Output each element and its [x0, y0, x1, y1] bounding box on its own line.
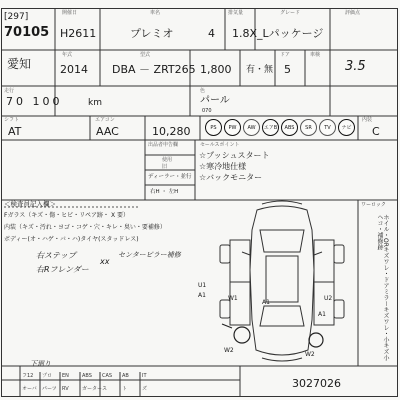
- footer-code: オーバ: [22, 386, 37, 392]
- footer-code: フ12: [22, 373, 34, 379]
- damage-mark: A1: [318, 311, 326, 318]
- region: 愛知: [7, 57, 32, 71]
- color-code: 070: [202, 108, 212, 114]
- lot-number: 70105: [4, 25, 50, 40]
- label-grade: グレード: [280, 10, 301, 16]
- footer-code: ズ: [142, 386, 148, 392]
- footer-code: AB: [122, 373, 129, 379]
- footer-code: ト: [122, 386, 128, 392]
- inspection-line-body: ボディー(オ・ハゲ・バ・ハ)タイヤ(スタッドレス): [4, 236, 139, 243]
- sales-point-item: ☆バックモニター: [199, 173, 263, 182]
- sales-point-item: ☆寒冷地仕様: [199, 162, 247, 171]
- label-hyoka: 評価点: [345, 10, 361, 16]
- serial-number: 3027026: [292, 377, 341, 390]
- label-door: ドア: [280, 52, 290, 58]
- handwritten-note: xx: [100, 257, 110, 266]
- sales-points-title: セールスポイント: [200, 142, 240, 148]
- option-sr: SR: [300, 119, 317, 136]
- seats: 5: [284, 63, 291, 76]
- sales-point-item: ☆プッシュスタート: [199, 151, 270, 160]
- option-airbag: エアB: [262, 119, 279, 136]
- label-sojo: 走行: [4, 88, 15, 94]
- damage-mark: U1: [198, 282, 207, 289]
- reg-date: H2611: [60, 27, 97, 40]
- mileage-unit: km: [88, 98, 102, 108]
- option-aw: AW: [243, 119, 260, 136]
- car-diagram: [212, 200, 352, 365]
- price: 10,280: [152, 125, 191, 138]
- inspection-line-glass: Fガラス（キズ・傷・ヒビ・リペア跡・ X 要）: [4, 212, 129, 219]
- handwritten-note: 右Rフレンダー: [36, 265, 89, 274]
- model-year: 2014: [60, 63, 88, 76]
- aircon: AAC: [96, 125, 119, 138]
- handwritten-note: 右ステップ: [36, 251, 76, 260]
- color-name: パール: [200, 95, 230, 106]
- label-hand: 右H ・ 左H: [150, 189, 179, 195]
- inspection-title: ＜検査員記入欄＞: [4, 200, 56, 208]
- label-aircon: エアコン: [95, 117, 115, 123]
- damage-mark: A1: [198, 292, 206, 299]
- grade: 1.8X_Lパッケージ: [232, 27, 324, 40]
- right-column-vertical-text: ホイル・ORキズワレ・ドアミラーキズワレ・小キズ小ヘコ・補修跡: [376, 214, 389, 361]
- option-ps: PS: [205, 119, 222, 136]
- shift: AT: [8, 125, 22, 138]
- label-sharyo: 車名: [150, 10, 161, 16]
- footer-code: RV: [62, 386, 69, 392]
- label-shaken: 車検: [310, 52, 321, 58]
- label-naiso: 内装: [362, 117, 373, 123]
- flags: 有・無: [246, 65, 274, 75]
- label-color: 色: [200, 88, 206, 94]
- option-tv: TV: [319, 119, 336, 136]
- displacement: 1,800: [200, 63, 232, 76]
- right-column-title: ワーロック: [361, 202, 386, 208]
- label-kaisai: 開催日: [62, 10, 78, 16]
- damage-mark: W2: [224, 347, 234, 354]
- label-katashiki: 型式: [140, 52, 151, 58]
- score: 3.5: [345, 59, 366, 74]
- footer-code: IT: [142, 373, 147, 379]
- footer-code: プロ: [42, 373, 53, 379]
- option-pw: PW: [224, 119, 241, 136]
- label-haikiryo: 排気量: [228, 10, 244, 16]
- door-count: 4: [208, 27, 215, 40]
- footer-code: EN: [62, 373, 69, 379]
- handwritten-note: センターピラー補修: [118, 251, 181, 259]
- option-navi: ナビ: [338, 119, 355, 136]
- mileage: 70 100: [6, 95, 63, 108]
- interior-grade: C: [372, 125, 380, 138]
- option-abs: ABS: [281, 119, 298, 136]
- footer-code: ガーター: [82, 386, 103, 392]
- inspection-line-interior: 内装（キズ・汚れ・ヨゴ・コゲ・穴・キレ・臭い・要補修）: [4, 224, 166, 231]
- label-shiyo: 使用: [162, 157, 173, 163]
- label-shift: シフト: [4, 117, 20, 123]
- footer-shitamawari: 下廻り: [30, 360, 51, 368]
- label-dealer: ディーラー・並行: [148, 174, 192, 180]
- car-name: プレミオ: [130, 27, 174, 40]
- damage-mark: U2: [324, 295, 333, 302]
- label-kyu: 旧: [162, 164, 168, 170]
- damage-mark: W2: [305, 351, 315, 358]
- damage-mark: A1: [262, 299, 270, 306]
- footer-code: ス: [102, 386, 108, 392]
- damage-mark: W1: [228, 295, 238, 302]
- footer-code: ABS: [82, 373, 92, 379]
- footer-code: パーツ: [42, 386, 57, 392]
- label-nenshiki: 年式: [62, 52, 73, 58]
- sheet-prefix: [297]: [4, 12, 29, 22]
- footer-code: CAS: [102, 373, 113, 379]
- model-code: DBA － ZRT265: [112, 63, 196, 76]
- label-shuppin: 出品者申告欄: [148, 142, 179, 148]
